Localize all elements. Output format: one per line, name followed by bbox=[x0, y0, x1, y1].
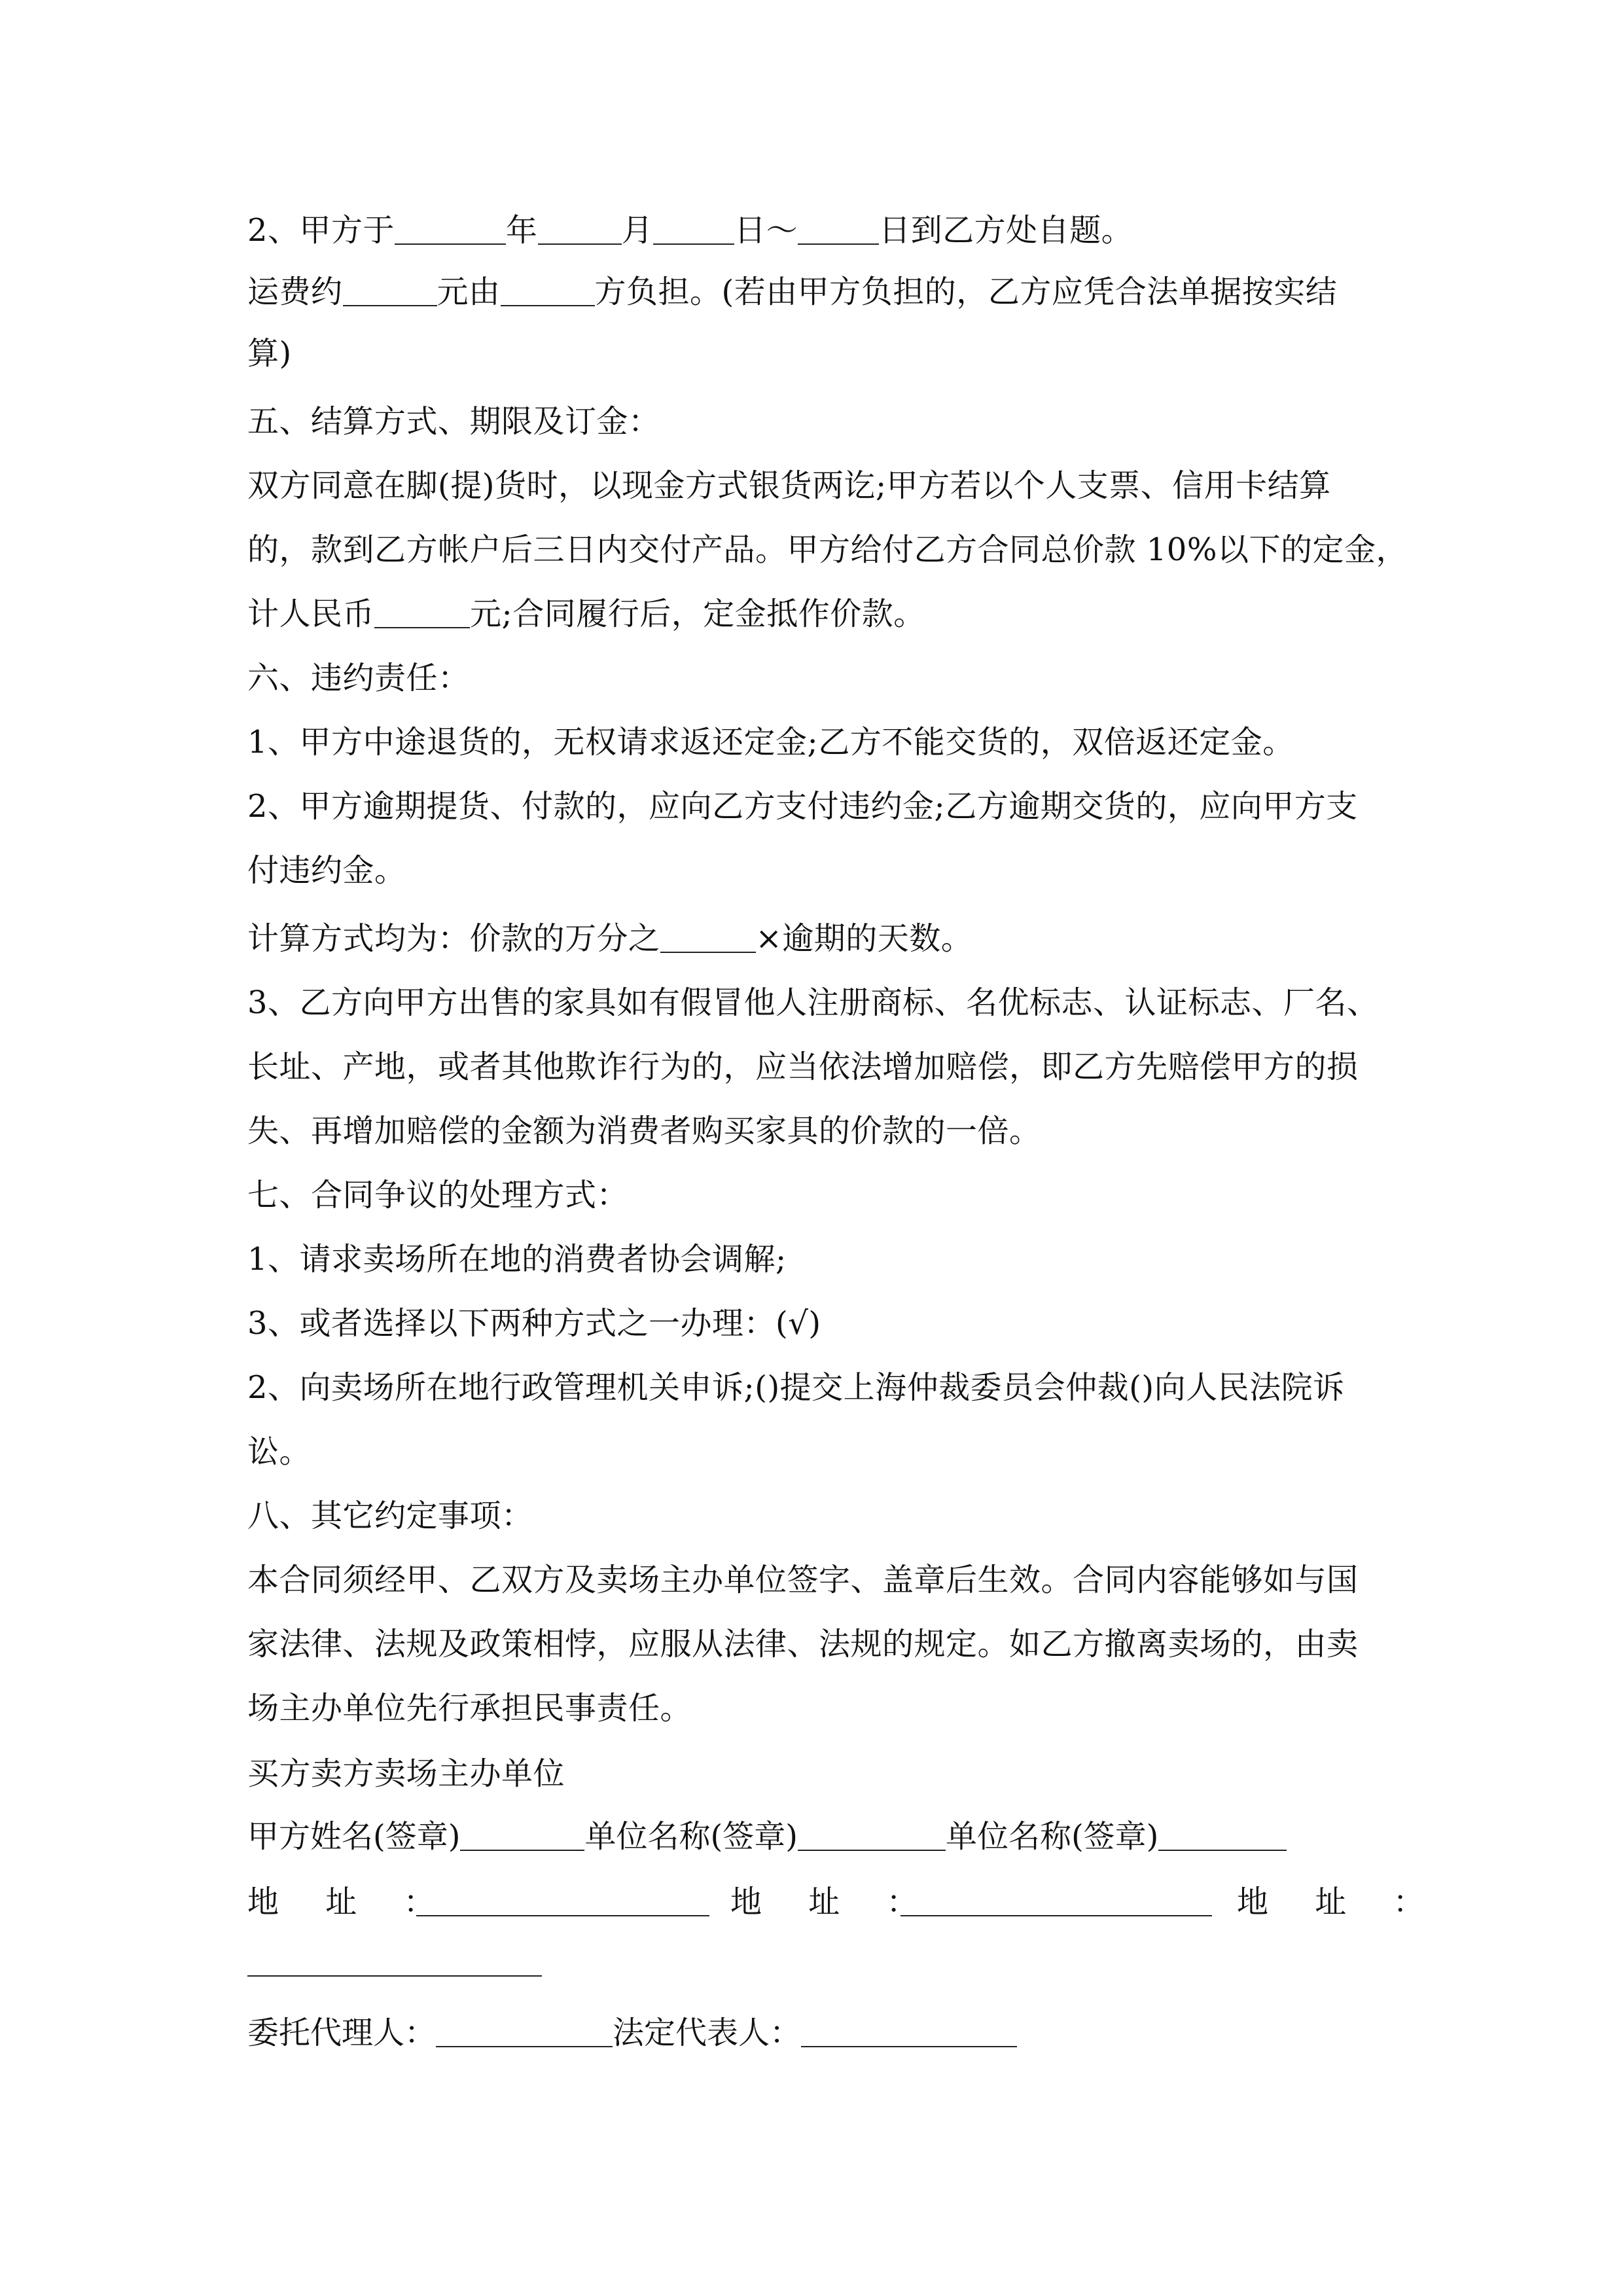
paragraph-line: 算) bbox=[247, 335, 292, 372]
blank-legal-rep[interactable] bbox=[801, 2017, 1017, 2047]
paragraph-line: 本合同须经甲、乙双方及卖场主办单位签字、盖章后生效。合同内容能够如与国 bbox=[247, 1562, 1359, 1598]
line-pickup-date bbox=[247, 211, 1399, 250]
blank-year[interactable] bbox=[395, 215, 506, 245]
text-segment: 元由 bbox=[437, 274, 501, 310]
paragraph-line: 2、甲方逾期提货、付款的，应向乙方支付违约金;乙方逾期交货的，应向甲方支 bbox=[247, 788, 1358, 825]
paragraph-line: 长址、产地，或者其他欺诈行为的，应当依法增加赔偿，即乙方先赔偿甲方的损 bbox=[247, 1049, 1359, 1085]
paragraph-line: 讼。 bbox=[247, 1433, 312, 1470]
paragraph-line: 家法律、法规及政策相悖，应服从法律、法规的规定。如乙方撤离卖场的，由卖 bbox=[247, 1626, 1359, 1662]
seller-unit-label: 单位名称(签章) bbox=[584, 1818, 798, 1855]
text-segment: 月 bbox=[621, 212, 654, 249]
address-label-1: 地 址 ： bbox=[247, 1884, 454, 1920]
blank-address-3[interactable] bbox=[247, 1975, 542, 1977]
paragraph-line: 3、或者选择以下两种方式之一办理：(√) bbox=[247, 1305, 821, 1342]
address-label-wrap-3 bbox=[1237, 1882, 1443, 1922]
section-heading: 六、违约责任： bbox=[247, 660, 470, 696]
text-segment: 元;合同履行后，定金抵作价款。 bbox=[470, 596, 925, 632]
address-label-3: 地 址 ： bbox=[1237, 1884, 1443, 1920]
buyer-name-label: 甲方姓名(签章) bbox=[247, 1818, 461, 1855]
host-unit-label: 单位名称(签章) bbox=[945, 1818, 1159, 1855]
line-freight bbox=[247, 272, 1399, 312]
line-penalty-rate bbox=[247, 919, 1399, 958]
text-segment: 计人民币 bbox=[247, 596, 375, 632]
paragraph-line: 的，款到乙方帐户后三日内交付产品。甲方给付乙方合同总价款 10%以下的定金， bbox=[247, 531, 1408, 568]
blank-address-1[interactable] bbox=[416, 1915, 709, 1916]
text-segment: 方负担。(若由甲方负担的，乙方应凭合法单据按实结 bbox=[594, 274, 1338, 310]
section-heading: 七、合同争议的处理方式： bbox=[247, 1177, 629, 1213]
section-heading: 五、结算方式、期限及订金： bbox=[247, 403, 660, 440]
text-segment: 日～ bbox=[734, 212, 798, 249]
agent-label: 委托代理人： bbox=[247, 2015, 437, 2051]
parties-heading: 买方卖方卖场主办单位 bbox=[247, 1755, 565, 1792]
representative-row bbox=[247, 2013, 1399, 2053]
blank-host-signature[interactable] bbox=[1158, 1821, 1287, 1851]
paragraph-line: 1、请求卖场所在地的消费者协会调解; bbox=[247, 1241, 787, 1278]
text-segment: 日到乙方处自题。 bbox=[879, 212, 1133, 249]
blank-agent[interactable] bbox=[436, 2017, 613, 2047]
paragraph-line: 双方同意在脚(提)货时，以现金方式银货两讫;甲方若以个人支票、信用卡结算 bbox=[247, 467, 1331, 504]
section-heading: 八、其它约定事项： bbox=[247, 1498, 533, 1534]
blank-address-2[interactable] bbox=[901, 1915, 1212, 1916]
blank-penalty-rate[interactable] bbox=[660, 923, 756, 953]
blank-day-end[interactable] bbox=[798, 215, 879, 245]
text-segment: 计算方式均为：价款的万分之 bbox=[247, 920, 660, 957]
blank-seller-signature[interactable] bbox=[798, 1821, 946, 1851]
paragraph-line: 失、再增加赔偿的金额为消费者购买家具的价款的一倍。 bbox=[247, 1113, 1041, 1149]
line-deposit bbox=[247, 594, 1399, 634]
paragraph-line: 场主办单位先行承担民事责任。 bbox=[247, 1690, 692, 1727]
blank-deposit-amount[interactable] bbox=[374, 598, 470, 628]
signature-name-row bbox=[247, 1817, 1399, 1856]
blank-freight-party[interactable] bbox=[501, 276, 595, 306]
paragraph-line: 2、向卖场所在地行政管理机关申诉;()提交上海仲裁委员会仲裁()向人民法院诉 bbox=[247, 1369, 1345, 1406]
blank-day-start[interactable] bbox=[653, 215, 734, 245]
text-segment: 2、甲方于 bbox=[247, 212, 395, 249]
text-segment: ×逾期的天数。 bbox=[755, 920, 973, 957]
blank-month[interactable] bbox=[538, 215, 622, 245]
blank-buyer-signature[interactable] bbox=[460, 1821, 584, 1851]
legal-rep-label: 法定代表人： bbox=[613, 2015, 802, 2051]
paragraph-line: 付违约金。 bbox=[247, 852, 406, 889]
paragraph-line: 3、乙方向甲方出售的家具如有假冒他人注册商标、名优标志、认证标志、厂名、 bbox=[247, 984, 1379, 1021]
paragraph-line: 1、甲方中途退货的，无权请求返还定金;乙方不能交货的，双倍返还定金。 bbox=[247, 724, 1294, 761]
blank-freight-amount[interactable] bbox=[343, 276, 437, 306]
text-segment: 年 bbox=[506, 212, 538, 249]
address-label-2: 地 址 ： bbox=[730, 1884, 936, 1920]
text-segment: 运费约 bbox=[247, 274, 343, 310]
